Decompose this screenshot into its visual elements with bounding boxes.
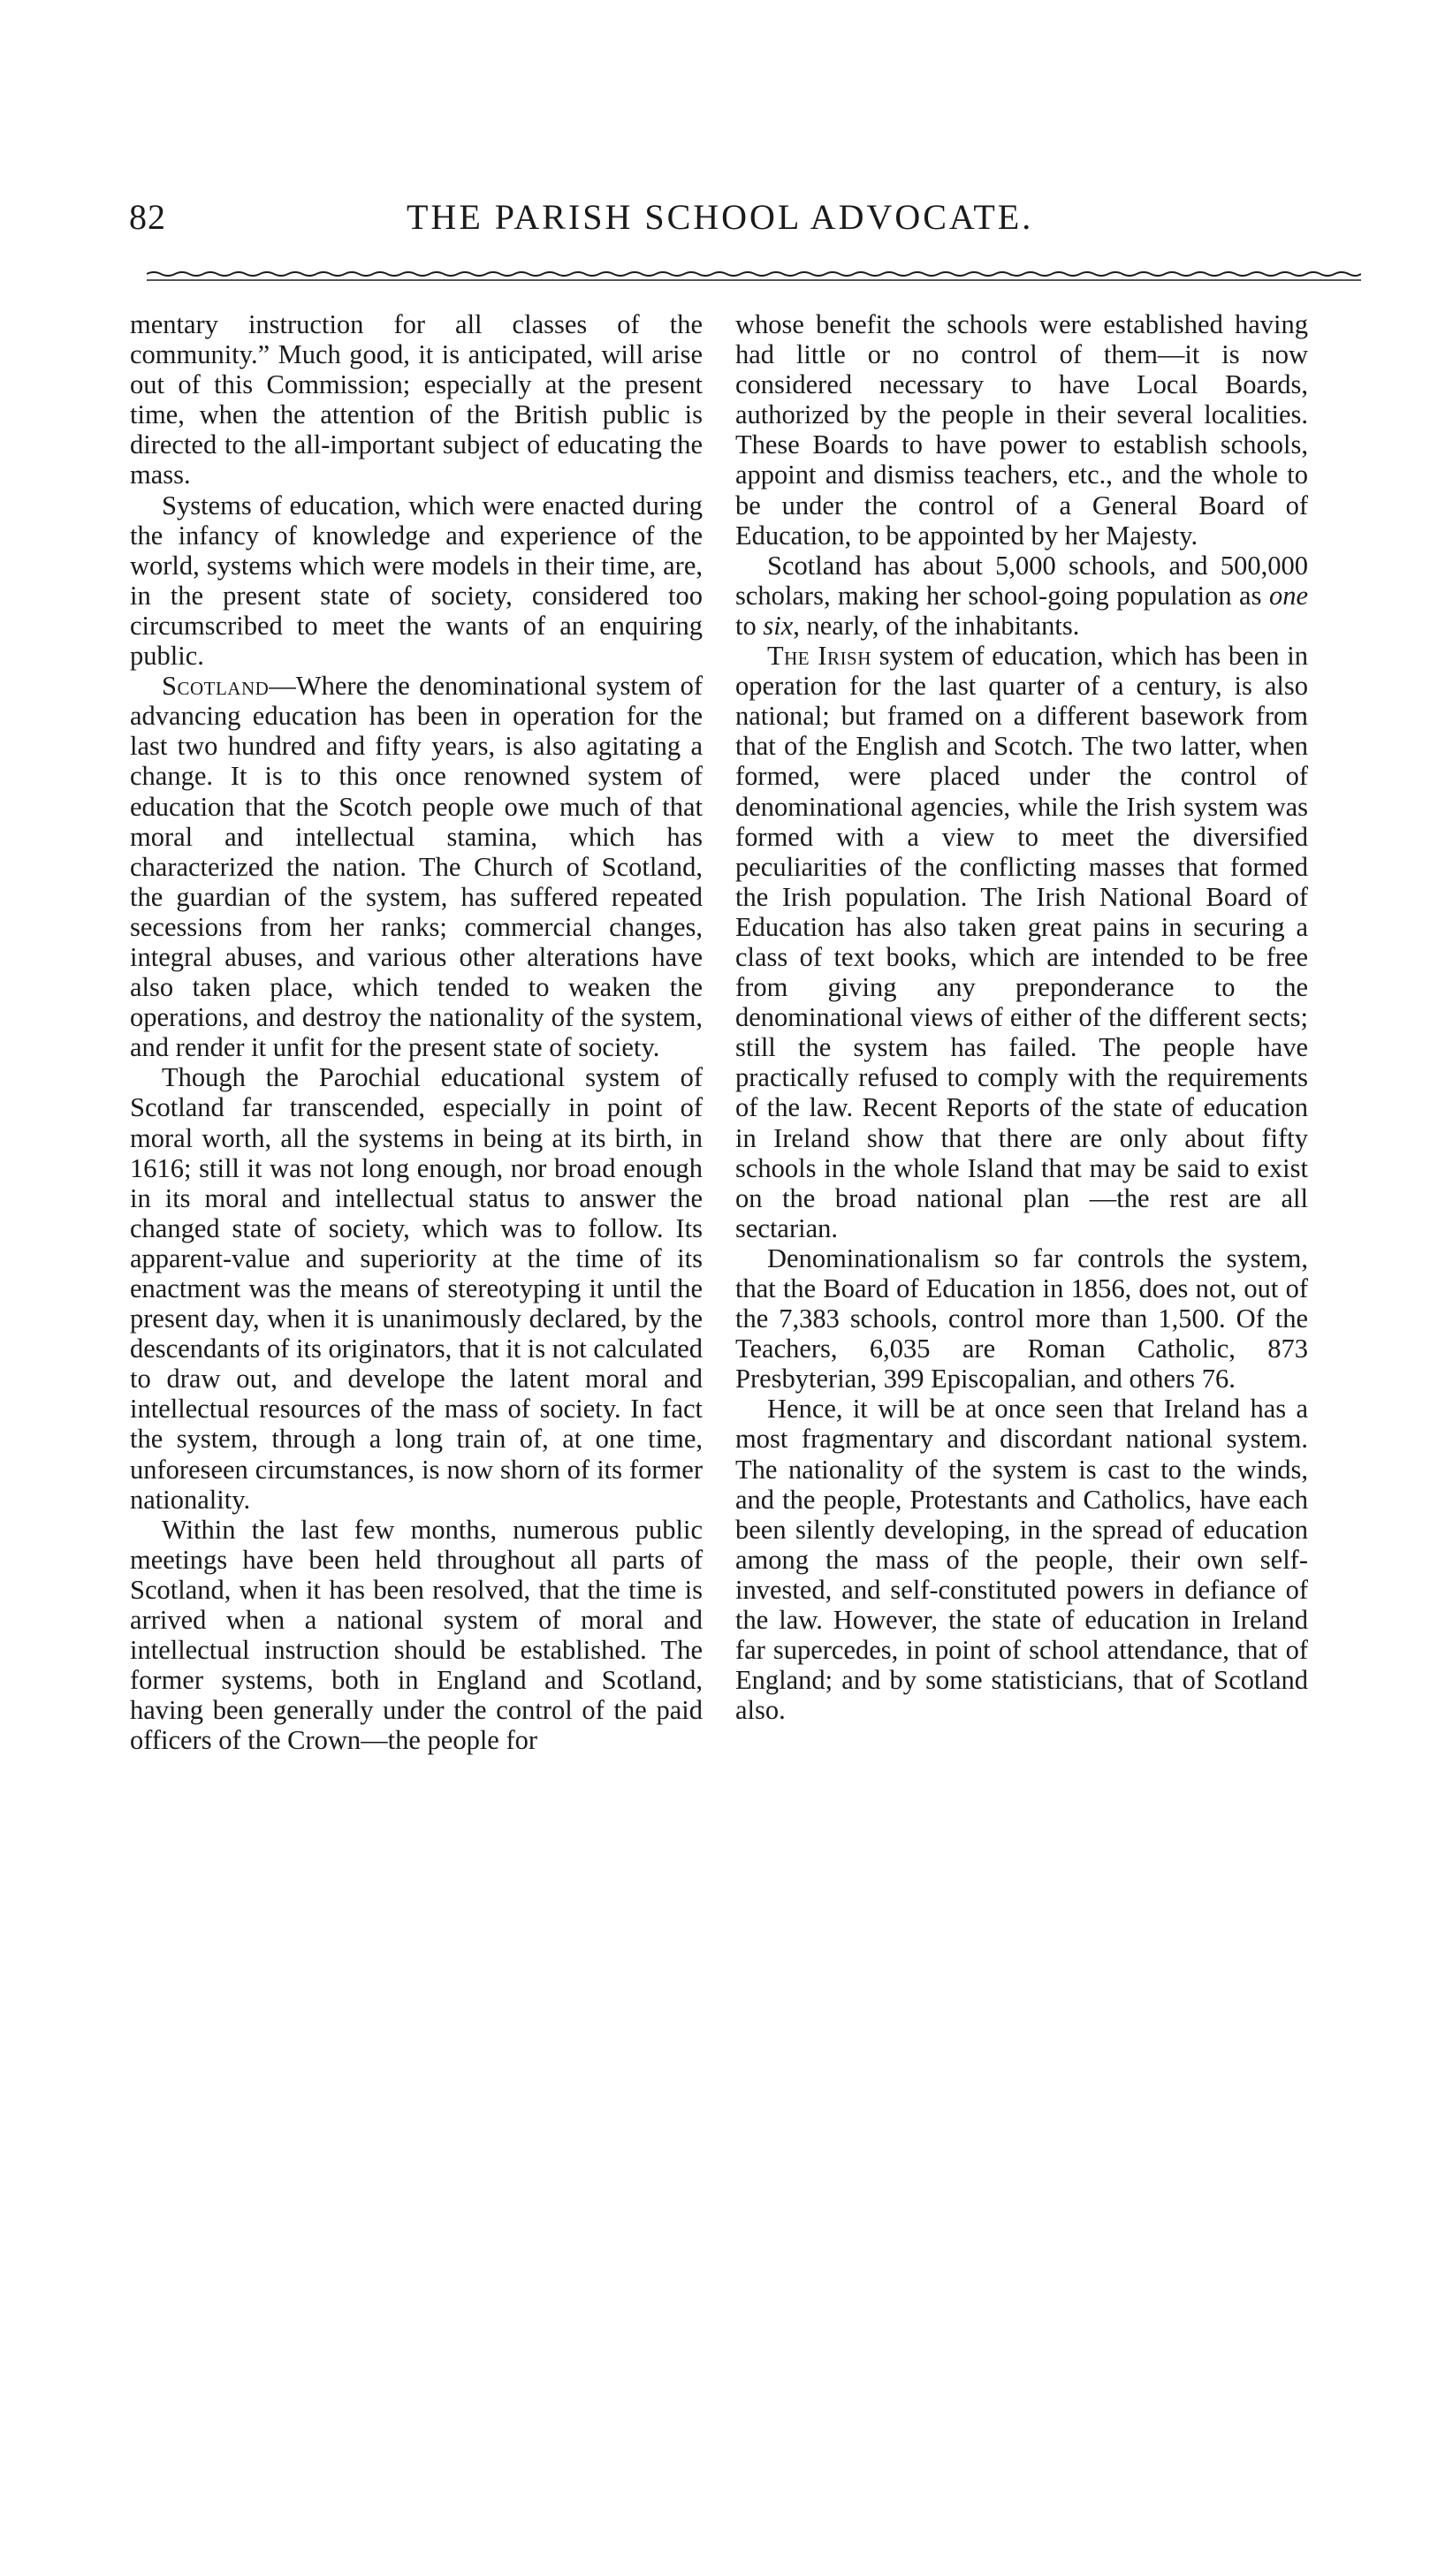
- paragraph: Within the last few months, numerous public meetings have been held throughout all parts of Scotland, when it has been resolved, that the time is arrived when a national system of moral and intellectual instruction should be established. The former systems, both in England and Scotland, having been generally under the control of the paid officers of the Crown—the people for: [130, 1514, 703, 1756]
- left-column: [130, 309, 703, 1756]
- paragraph: mentary instruction for all classes of the community.” Much good, it is anticipated, will arise out of this Commission; especially at the present time, when the attention of the British public is directed to the all-important subject of educating the mass.: [130, 309, 703, 490]
- page-number: 82: [129, 197, 166, 237]
- paragraph-text: —Where the denominational system of advancing education has been in operation for the last two hundred and fifty years, is also agitating a change. It is to this once renowned system of education that the Scotch people owe much of that moral and intellectual stamina, which has characterized the nation. The Church of Scotland, the guardian of the system, has suffered repeated secessions from her ranks; commercial changes, integral abuses, and various other alterations have also taken place, which tended to weaken the operations, and destroy the nationality of the system, and render it unfit for the present state of society.: [130, 671, 703, 1063]
- right-column: [735, 309, 1308, 1725]
- paragraph: whose benefit the schools were established having had little or no control of them—it is now considered necessary to have Local Boards, authorized by the people in their several localities. These Boards to have power to establish schools, appoint and dismiss teachers, etc., and the whole to be under the control of a General Board of Education, to be appointed by her Majesty.: [735, 309, 1308, 551]
- paragraph: [735, 551, 1308, 641]
- section-lead: Scotland: [162, 671, 270, 702]
- paragraph-text: to: [735, 610, 764, 641]
- paragraph: Denominationalism so far controls the system, that the Board of Education in 1856, does not, out of the 7,383 schools, control more than 1,500. Of the Teachers, 6,035 are Roman Catholic, 873 Presbyterian, 399 Episcopalian, and others 76.: [735, 1242, 1308, 1394]
- emphasis: one: [1268, 580, 1308, 611]
- emphasis: six: [763, 610, 794, 641]
- paragraph-text: system of education, which has been in operation for the last quarter of a century, is also national; but framed on a different basework from that of the English and Scotch. The two latter, when formed, were placed under the control of denominational agencies, while the Irish system was formed with a view to meet the diversified peculiarities of the conflicting masses that formed the Irish population. The Irish National Board of Education has also taken great pains in securing a class of text books, which are intended to be free from giving any preponderance to the denominational views of either of the different sects; still the system has failed. The people have practically refused to comply with the requirements of the law. Recent Reports of the state of education in Ireland show that there are only about fifty schools in the whole Island that may be said to exist on the broad national plan —the rest are all sectarian.: [735, 641, 1308, 1243]
- paragraph: Systems of education, which were enacted during the infancy of knowledge and experience of the world, systems which were models in their time, are, in the present state of society, considered too circumscribed to meet the wants of an enquiring public.: [130, 490, 703, 672]
- paragraph: [735, 641, 1308, 1243]
- paragraph-text: , nearly, of the inhabitants.: [793, 610, 1080, 641]
- section-lead: The Irish: [767, 641, 871, 672]
- paragraph: Hence, it will be at once seen that Ireland has a most fragmentary and discordant national system. The nationality of the system is cast to the winds, and the people, Protestants and Catholics, have each been silently developing, in the spread of education among the mass of the people, their own self-invested, and self-constituted powers in defiance of the law. However, the state of education in Ireland far supercedes, in point of school attendance, that of England; and by some statisticians, that of Scotland also.: [735, 1394, 1308, 1726]
- decorative-rule: [147, 270, 1361, 284]
- running-title: THE PARISH SCHOOL ADVOCATE.: [407, 197, 1034, 237]
- paragraph-text: Scotland has about 5,000 schools, and 500,000 scholars, making her school-going population as: [735, 550, 1308, 611]
- paragraph: Though the Parochial educational system of Scotland far transcended, especially in point of moral worth, all the systems in being at its birth, in 1616; still it was not long enough, nor broad enough in its moral and intellectual status to answer the changed state of society, which was to follow. Its apparent-value and superiority at the time of its enactment was the means of stereotyping it until the present day, when it is unanimously declared, by the descendants of its originators, that it is not calculated to draw out, and develope the latent moral and intellectual resources of the mass of society. In fact the system, through a long train of, at one time, unforeseen circumstances, is now shorn of its former nationality.: [130, 1062, 703, 1515]
- paragraph: [130, 671, 703, 1062]
